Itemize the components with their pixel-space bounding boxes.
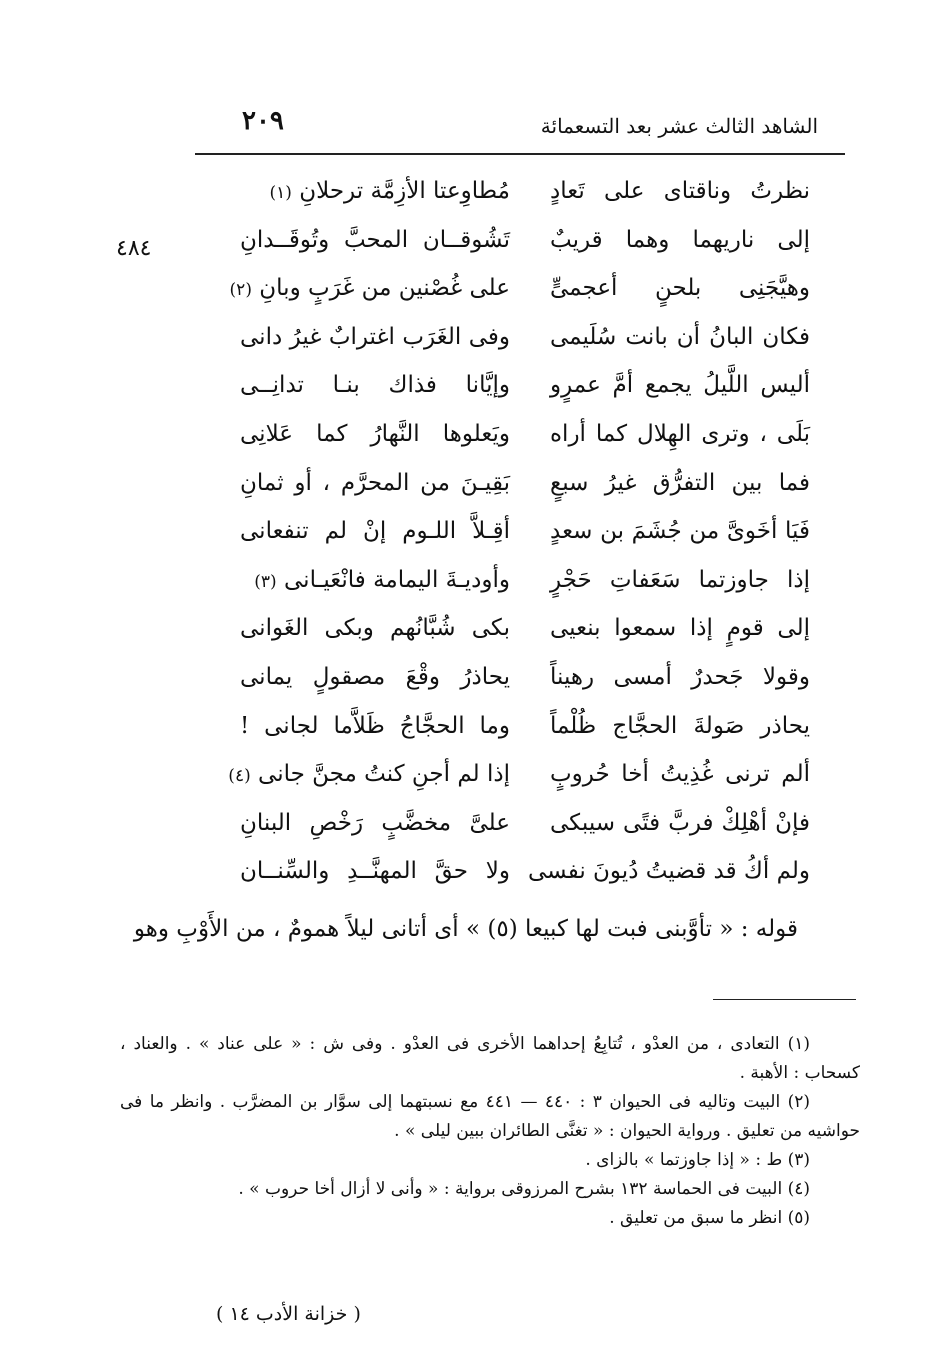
verse-second-text: بكى شُبَّانُهم وبكى الغَوانى: [240, 615, 510, 642]
verse-first-hemistich: فما بين التفرُّق غيرُ سبعٍ: [550, 469, 810, 496]
verse: [228, 761, 810, 810]
verse-second-hemistich: [240, 178, 510, 204]
verse-first-hemistich: فكان البانُ أن بانت سُلَيمى: [550, 323, 810, 350]
verse-second-text: وأوديـةَ اليمامة فانْعَيـانى: [284, 566, 510, 593]
verse-second-hemistich: [240, 324, 510, 350]
verse-second-hemistich: [240, 372, 510, 398]
verse-second-text: وفى الغَرَب اغترابٌ غيرُ دانى: [240, 323, 510, 350]
verse-first-hemistich: ألم ترنى غُذِيتُ أخا حُروبٍ: [550, 761, 810, 788]
verse-second-text: مُطاوِعتا الأزِمَّة ترحلانِ: [299, 178, 510, 204]
verse-first-hemistich: إلى قومٍ إذا سمعوا بنعيى: [550, 615, 810, 642]
verse-second-text: وما الحجَّاجُ ظَلاَّما لجانى !: [240, 712, 510, 739]
verse-second-hemistich: [240, 227, 510, 253]
verse-second-hemistich: [240, 518, 510, 544]
poem: [228, 178, 810, 907]
verse-second-hemistich: [240, 421, 510, 447]
verse-second-text: ولا حقَّ المهنَّــدِ والسِّنــان: [240, 858, 510, 885]
verse: [240, 372, 810, 421]
running-head-title: الشاهد الثالث عشر بعد التسعمائة: [540, 114, 818, 138]
verse: [240, 858, 810, 907]
verse-second-hemistich: [240, 615, 510, 641]
verse-first-hemistich: فَيَا أخَوىَّ من جُشَمَ بن سعدٍ: [550, 518, 810, 545]
margin-reference-number: ٤٨٤: [116, 236, 152, 261]
footnote: (٥) انظر ما سبق من تعليق .: [609, 1208, 810, 1228]
page-number: ٢٠٩: [242, 106, 284, 136]
verse-first-hemistich: بَلَى ، وترى الهِلال كما أراه: [550, 420, 810, 447]
footnote-marker: (٤): [228, 766, 251, 787]
verse: [240, 567, 810, 616]
verse-first-hemistich: إذا جاوزتما سَعَفاتِ حَجْرٍ: [550, 566, 810, 593]
verse: [240, 713, 810, 762]
footnote: (٣) ط : « إذا جاوزتما » بالزاى .: [585, 1150, 810, 1170]
verse-second-text: أقِـلاَّ اللـوم إنْ لم تنفعانى: [240, 518, 510, 545]
verse: [229, 275, 810, 324]
verse-second-hemistich: [240, 810, 510, 836]
verse-first-hemistich: أليس اللَّيلُ يجمع أمَّ عمرٍو: [550, 372, 810, 399]
verse-second-hemistich: [240, 713, 510, 739]
footnote: (١) التعادى ، من العدْو ، تُتابِعُ إحداهما الأخرى فى العدْو . وفى ش : « على عناد » . والعناد ،: [120, 1034, 810, 1054]
footnote-rule: [713, 999, 856, 1000]
verse-first-hemistich: إلى ناريهما وهما قريبٌ: [550, 226, 810, 253]
verse-second-text: ويَعلوها النَّهارُ كما عَلانِى: [240, 420, 510, 447]
verse-second-text: إذا لم أجنِ كنتُ مجنَّ جانى: [258, 761, 510, 788]
verse: [240, 518, 810, 567]
signature-mark: ( خزانة الأدب ١٤ ): [216, 1303, 361, 1325]
verse: [240, 664, 810, 713]
header-rule: [195, 153, 845, 155]
verse-second-text: يحاذرُ وقْعَ مصقولٍ يمانى: [240, 663, 510, 690]
verse: [240, 470, 810, 519]
verse: [240, 421, 810, 470]
verse-second-text: تَشُوقــان المحبَّ وتُوقَــدانِ: [240, 226, 510, 253]
verse-first-hemistich: وهيَّجَنِى بلحنٍ أعجمىٍّ: [550, 275, 810, 302]
footnote-continuation: كسحاب : الأهبة .: [739, 1063, 860, 1083]
verse-second-text: وإيَّانا فذاك بنـا تدانِــى: [240, 372, 510, 399]
verse-first-hemistich: وقولا جَحدرٌ أمسى رهيناً: [550, 663, 810, 690]
verse-second-text: بَقِيـنَ من المحرَّم ، أو ثمانِ: [240, 469, 510, 496]
verse-second-hemistich: [229, 275, 510, 302]
footnote-marker: (١): [269, 183, 292, 203]
footnote-continuation: حواشيه من تعليق . ورواية الحيوان : « تغنَّى الطائران ببين ليلى » .: [394, 1121, 860, 1141]
verse-second-hemistich: [240, 664, 510, 690]
footnote-marker: (٣): [254, 571, 277, 592]
commentary-text: قوله : « تأوَّبنى فبت لها كبيعا (٥) » أى أتانى ليلاً همومٌ ، من الأَوْبِ وهو: [133, 916, 798, 942]
footnotes: [120, 1030, 860, 1233]
verse-first-hemistich: يحاذر صَولةَ الحجَّاج ظُلْماً: [550, 712, 810, 739]
footnote-marker: (٢): [229, 280, 252, 301]
verse: [240, 227, 810, 276]
verse-first-hemistich: نظرتُ وناقتاى على تَعادٍ: [550, 178, 810, 204]
verse-second-text: على غُصْنين من غَرَبٍ وبانِ: [259, 275, 510, 302]
verse-second-hemistich: [240, 567, 510, 593]
verse-second-hemistich: [228, 761, 510, 788]
footnote: (٢) البيت وتاليه فى الحيوان ٣ : ٤٤٠ — ٤٤١ مع نسبتهما إلى سوَّار بن المضرَّب . وانظر ما فى: [120, 1092, 811, 1112]
verse-second-text: علىَّ مخضَّبٍ رَخْصِ البنانِ: [240, 809, 510, 836]
verse-first-hemistich: ولم أكُ قد قضيتُ دُيونَ نفسى: [528, 858, 810, 885]
verse: [240, 615, 810, 664]
verse: [240, 324, 810, 373]
verse-second-hemistich: [240, 858, 510, 884]
verse: [240, 178, 810, 227]
verse-first-hemistich: فإنْ أهْلِكْ فربَّ فتًى سيبكى: [550, 809, 810, 836]
verse-second-hemistich: [240, 470, 510, 496]
verse: [240, 810, 810, 859]
footnote: (٤) البيت فى الحماسة ١٣٢ بشرح المرزوقى برواية : « وأنى لا أزال أخا حروب » .: [238, 1179, 810, 1199]
